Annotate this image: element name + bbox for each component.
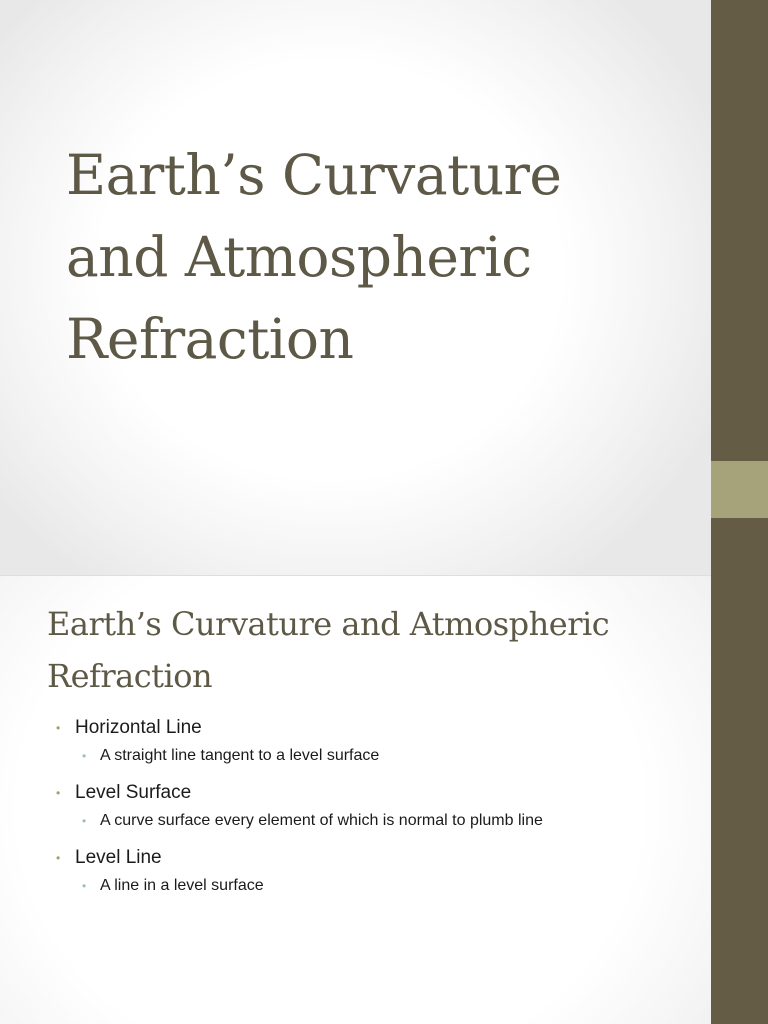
- title-slide-heading: [66, 134, 666, 380]
- bullet-item: [56, 715, 696, 745]
- sub-bullet-item: [56, 875, 696, 910]
- bullet-dot-icon: •: [56, 851, 61, 865]
- sub-bullet-item: [56, 745, 696, 780]
- bullet-item: [56, 780, 696, 810]
- title-line: Refraction: [47, 657, 213, 695]
- bullet-dot-icon: •: [56, 721, 61, 735]
- content-slide-heading: [47, 598, 687, 702]
- sub-bullet-text: A line in a level surface: [100, 877, 264, 894]
- bullet-list: [56, 715, 696, 910]
- bullet-text: Horizontal Line: [75, 717, 202, 738]
- side-accent-block: [711, 461, 768, 518]
- bullet-dot-icon: •: [82, 814, 87, 828]
- title-line: Refraction: [66, 307, 354, 371]
- bullet-dot-icon: •: [56, 786, 61, 800]
- sub-bullet-item: [56, 810, 696, 845]
- title-line: and Atmospheric: [66, 225, 532, 289]
- title-line: Earth’s Curvature and Atmospheric: [47, 605, 610, 643]
- bullet-dot-icon: •: [82, 879, 87, 893]
- sub-bullet-text: A straight line tangent to a level surface: [100, 747, 380, 764]
- bullet-item: [56, 845, 696, 875]
- bullet-text: Level Line: [75, 847, 162, 868]
- bullet-text: Level Surface: [75, 782, 192, 803]
- title-line: Earth’s Curvature: [66, 143, 562, 207]
- bullet-dot-icon: •: [82, 749, 87, 763]
- sub-bullet-text: A curve surface every element of which is normal to plumb line: [100, 812, 543, 829]
- content-slide: [0, 576, 768, 1024]
